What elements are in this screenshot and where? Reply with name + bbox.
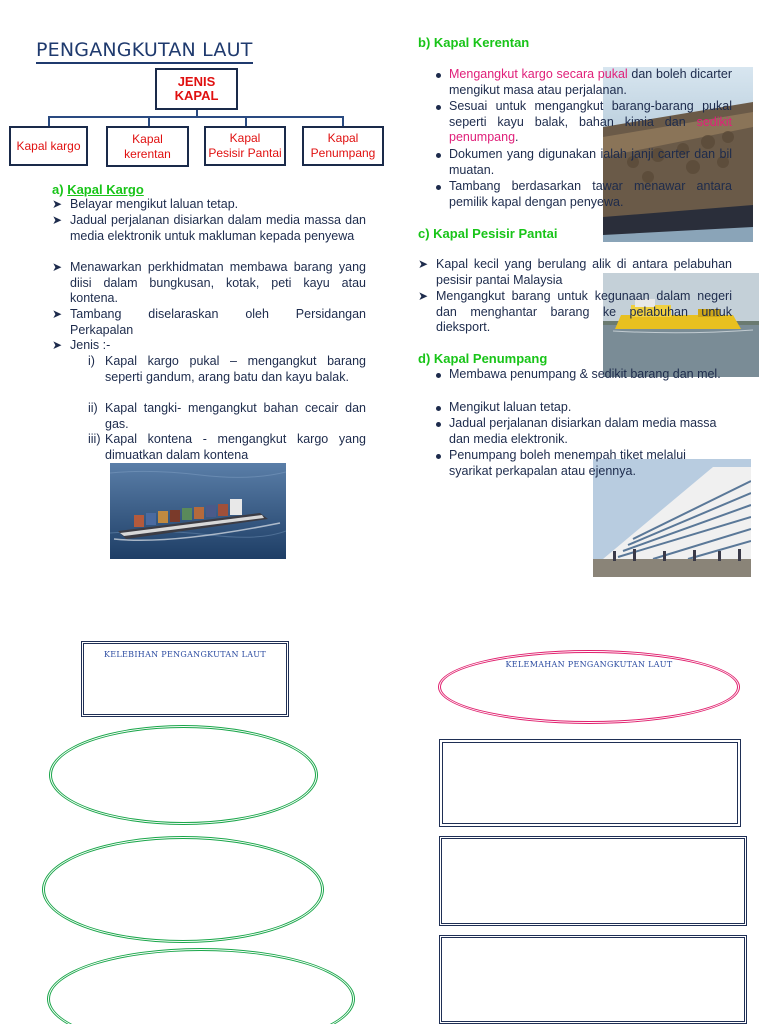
section-b-item-1: Mengangkut kargo secara pukal dan boleh dicarter mengikut masa atau perjalanan.: [449, 67, 732, 97]
section-b-heading: b) Kapal Kerentan: [418, 35, 530, 50]
section-a-item: Belayar mengikut laluan tetap.: [70, 197, 239, 211]
section-a-title: Kapal Kargo: [67, 182, 144, 197]
kelemahan-box-1: [439, 739, 741, 827]
section-a-heading: [52, 182, 144, 198]
section-a-item: Jenis :-: [70, 338, 111, 352]
section-d-item: Penumpang boleh menempah tiket melalui syarikat perkapalan atau ejennya.: [449, 448, 686, 478]
section-b-item-4: Tambang berdasarkan tawar menawar antara pemilik kapal dengan penyewa.: [449, 179, 732, 209]
bullet-dot-icon: [436, 153, 441, 158]
section-a-item: Menawarkan perkhidmatan membawa barang yang diisi dalam bungkusan, kotak, peti kayu atau kontena.: [70, 260, 366, 305]
arrow-bullet-icon: ➤: [418, 289, 429, 303]
green-ellipse-3: [47, 948, 355, 1024]
tree-node-kapal-kerentan: Kapal kerentan: [106, 126, 189, 167]
section-a-item: Jadual perjalanan disiarkan dalam media massa dan media elektronik untuk makluman kepada penyewa: [70, 213, 366, 243]
section-a-type-text: Kapal kargo pukal – mengangkut barang seperti gandum, arang batu dan kayu balak.: [105, 354, 366, 384]
section-a-prefix: a): [52, 182, 64, 197]
section-b-item-2: Sesuai untuk mengangkut barang-barang pukal seperti kayu balak, bahan kimia dan sedikit penumpang.: [449, 99, 732, 144]
bullet-dot-icon: [436, 185, 441, 190]
arrow-bullet-icon: ➤: [52, 260, 63, 274]
page-title: PENGANGKUTAN LAUT: [36, 38, 253, 64]
container-ship-photo: [110, 463, 286, 559]
tree-node-kapal-pesisir-pantai: Kapal Pesisir Pantai: [204, 126, 286, 166]
tree-horizontal-line: [48, 116, 344, 118]
bullet-dot-icon: [436, 406, 441, 411]
section-d-item: Jadual perjalanan disiarkan dalam media massa dan media elektronik.: [449, 416, 717, 446]
section-a-type-text: Kapal kontena - mengangkut kargo yang dimuatkan dalam kontena: [105, 432, 366, 462]
kelemahan-box-2: [439, 836, 747, 926]
arrow-bullet-icon: ➤: [52, 307, 63, 321]
section-a-type-num: iii): [88, 432, 101, 446]
tree-node-kapal-kargo: Kapal kargo: [9, 126, 88, 166]
bullet-dot-icon: [436, 73, 441, 78]
green-ellipse-1: [49, 725, 318, 825]
section-d-heading: d) Kapal Penumpang: [418, 351, 548, 366]
arrow-bullet-icon: ➤: [418, 257, 429, 271]
kelemahan-title: KELEMAHAN PENGANGKUTAN LAUT: [505, 660, 673, 669]
arrow-bullet-icon: ➤: [52, 338, 63, 352]
section-b-item-3: Dokumen yang digunakan ialah janji carter dan bil muatan.: [449, 147, 732, 177]
bullet-dot-icon: [436, 454, 441, 459]
arrow-bullet-icon: ➤: [52, 213, 63, 227]
tree-root-node: JENIS KAPAL: [155, 68, 238, 110]
bullet-dot-icon: [436, 105, 441, 110]
section-a-type-text: Kapal tangki- mengangkut bahan cecair dan gas.: [105, 401, 366, 431]
kelemahan-box-3: [439, 935, 747, 1024]
section-c-item: Kapal kecil yang berulang alik di antara pelabuhan pesisir pantai Malaysia: [436, 257, 732, 287]
section-d-item: Membawa penumpang & sedikit barang dan mel.: [449, 367, 721, 381]
section-a-type-num: ii): [88, 401, 98, 415]
section-a-type-num: i): [88, 354, 95, 368]
bullet-dot-icon: [436, 373, 441, 378]
kelebihan-title: KELEBIHAN PENGANGKUTAN LAUT: [103, 650, 266, 659]
section-c-item: Mengangkut barang untuk kegunaan dalam negeri dan menghantar barang ke pelabuhan untuk dieksport.: [436, 289, 732, 334]
bullet-dot-icon: [436, 422, 441, 427]
arrow-bullet-icon: ➤: [52, 197, 63, 211]
green-ellipse-2: [42, 836, 324, 943]
section-a-item: Tambang diselaraskan oleh Persidangan Perkapalan: [70, 307, 366, 337]
tree-node-kapal-penumpang: Kapal Penumpang: [302, 126, 384, 166]
section-c-heading: c) Kapal Pesisir Pantai: [418, 226, 558, 241]
section-d-item: Mengikut laluan tetap.: [449, 400, 572, 414]
